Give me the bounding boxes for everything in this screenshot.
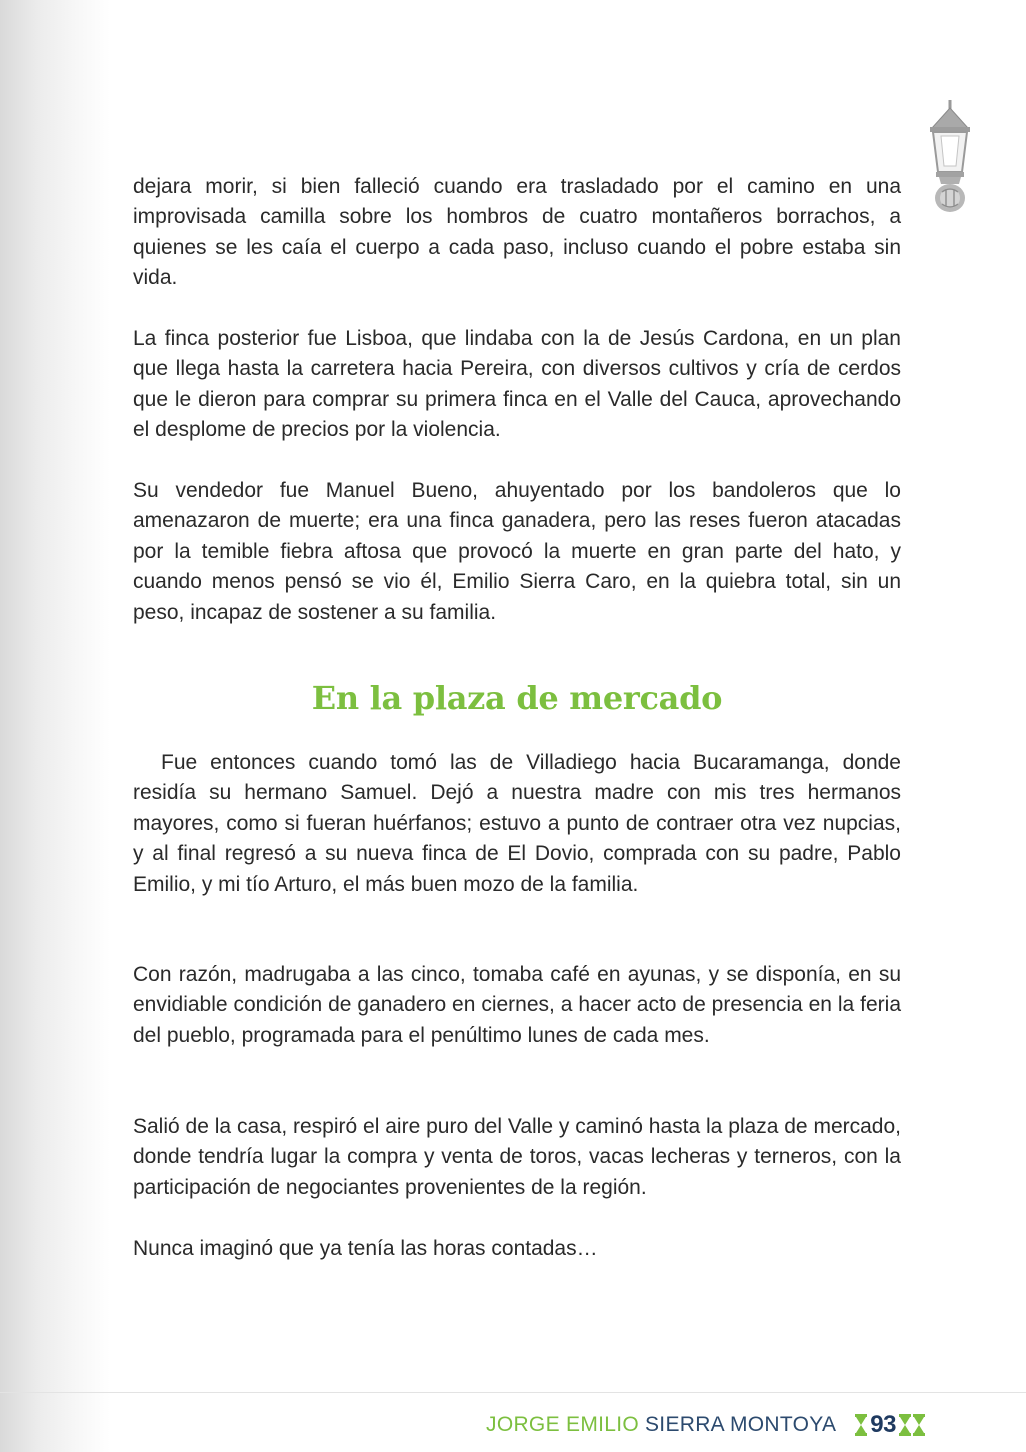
section-paragraph-1-block — [133, 748, 901, 900]
hourglass-icon — [854, 1414, 868, 1436]
section-paragraph-4: Nunca imaginó que ya tenía las horas contadas… — [133, 1237, 598, 1260]
street-lamp-icon — [922, 100, 978, 216]
section-heading: En la plaza de mercado — [311, 679, 723, 717]
section-paragraph-4-block — [133, 1234, 901, 1264]
paragraph-2: La finca posterior fue Lisboa, que lindaba con la de Jesús Cardona, en un plan que llega hasta la carretera hacia Pereira, con diversos cultivos y cría de cerdos que le dieron para comprar su primera finca en el Valle del Cauca, aprovechando el desplome de precios por la violencia. — [133, 327, 901, 442]
page-footer — [486, 1408, 926, 1442]
hourglass-icon — [898, 1414, 912, 1436]
page-number-box — [854, 1411, 926, 1439]
section-paragraph-2: Con razón, madrugaba a las cinco, tomaba café en ayunas, y se disponía, en su envidiable condición de ganadero en ciernes, a hacer acto de presencia en la feria del pueblo, programada para el penúltimo lunes de cada mes. — [133, 963, 901, 1047]
footer-divider — [0, 1392, 1026, 1393]
paragraph-3: Su vendedor fue Manuel Bueno, ahuyentado por los bandoleros que lo amenazaron de muerte; era una finca ganadera, pero las reses fueron atacadas por la temible fiebra aftosa que provocó la muerte en gran parte del hato, y cuando menos pensó se vio él, Emilio Sierra Caro, en la quiebra total, sin un peso, incapaz de sostener a su familia. — [133, 479, 901, 624]
paragraph-1-block — [133, 172, 901, 294]
paragraph-1: dejara morir, si bien falleció cuando era trasladado por el camino en una improvisada camilla sobre los hombros de cuatro montañeros borrachos, a quienes se les caía el cuerpo a cada paso, incluso cuando el pobre estaba sin vida. — [133, 175, 901, 290]
page-number: 93 — [870, 1411, 896, 1438]
section-paragraph-3: Salió de la casa, respiró el aire puro del Valle y caminó hasta la plaza de mercado, donde tendría lugar la compra y venta de toros, vacas lecheras y terneros, con la participación de negociantes provenientes de la región. — [133, 1115, 901, 1199]
paragraph-2-block — [133, 324, 901, 446]
hourglass-icon — [912, 1414, 926, 1436]
paragraph-3-block — [133, 476, 901, 628]
page-spine-shadow — [0, 0, 110, 1452]
section-paragraph-1: Fue entonces cuando tomó las de Villadiego hacia Bucaramanga, donde residía su hermano Samuel. Dejó a nuestra madre con mis tres hermanos mayores, como si fueran huérfanos; estuvo a punto de contraer otra vez nupcias, y al final regresó a su nueva finca de El Dovio, comprada con su padre, Pablo Emilio, y mi tío Arturo, el más buen mozo de la familia. — [133, 751, 901, 896]
section-paragraph-2-block — [133, 960, 901, 1051]
section-paragraph-3-block — [133, 1112, 901, 1203]
author-last-name: SIERRA MONTOYA — [645, 1413, 837, 1436]
author-first-name: JORGE EMILIO — [486, 1413, 639, 1436]
